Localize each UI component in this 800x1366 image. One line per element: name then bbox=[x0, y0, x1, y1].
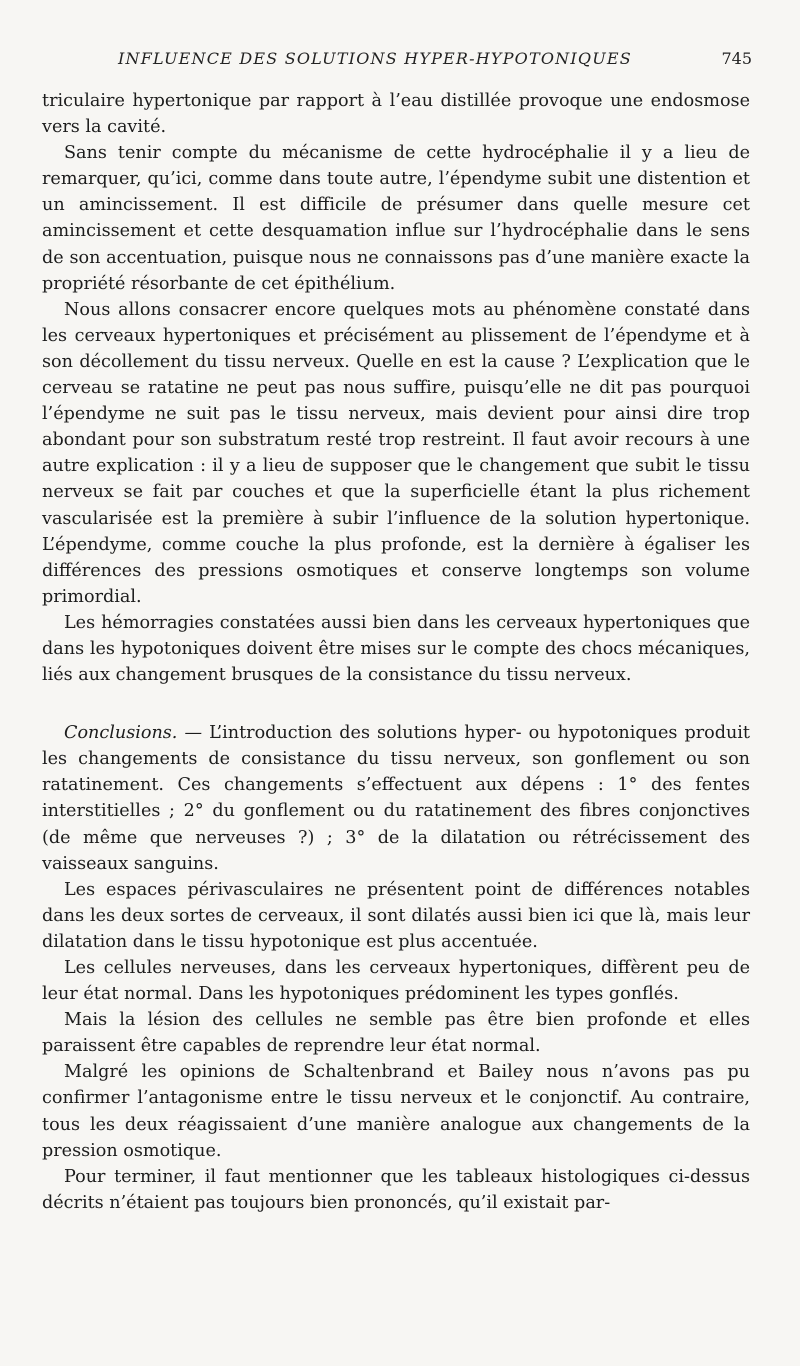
paragraph-conclusions bbox=[42, 720, 750, 877]
paragraph-antagonisme: Malgré les opinions de Schaltenbrand et Bailey nous n’avons pas pu confirmer l’antagonisme entre le tissu nerveux et le conjonctif. Au contraire, tous les deux réagissaient d’une manière analogue aux changements de la pression osmotique. bbox=[42, 1062, 750, 1161]
running-title: INFLUENCE DES SOLUTIONS HYPER-HYPOTONIQUES bbox=[118, 49, 632, 68]
paragraph-continuation: triculaire hypertonique par rapport à l’eau distillée provoque une endosmose vers la cavité. bbox=[42, 91, 750, 138]
running-head bbox=[42, 49, 752, 73]
paragraph-terminer: Pour terminer, il faut mentionner que les tableaux histologiques ci-dessus décrits n’étaient pas toujours bien prononcés, qu’il existait par- bbox=[42, 1166, 750, 1213]
paragraph-hydrocephalie: Sans tenir compte du mécanisme de cette hydrocéphalie il y a lieu de remarquer, qu’ici, comme dans toute autre, l’épendyme subit une distention et un amincissement. Il est difficile de présumer dans quelle mesure cet amincissement et cette desquamation influe sur l’hydrocéphalie dans le sens de son accentuation, puisque nous ne connaissons pas d’une manière exacte la propriété résorbante de cet épithélium. bbox=[42, 143, 750, 294]
paragraph-hemorragies: Les hémorragies constatées aussi bien dans les cerveaux hypertoniques que dans les hypotoniques doivent être mises sur le compte des chocs mécaniques, liés aux changement brusques de la consistance du tissu nerveux. bbox=[42, 612, 750, 686]
page-number: 745 bbox=[721, 49, 752, 68]
conclusions-lead-text: L’introduction des solutions hyper- ou hypotoniques produit les changements de consistance du tissu nerveux, son gonflement ou son ratatinement. Ces changements s’effectuent aux dépens : 1° des fentes interstitielles ; 2° du gonflement ou du ratatinement des fibres conjonctives (de même que nerveuses ?) ; 3° de la dilatation ou rétrécissement des vaisseaux sanguins. bbox=[42, 723, 750, 874]
body-text bbox=[42, 88, 750, 1216]
conclusions-label: Conclusions. — bbox=[64, 723, 203, 744]
paragraph-espaces-perivasculaires: Les espaces périvasculaires ne présentent point de différences notables dans les deux sortes de cerveaux, il sont dilatés aussi bien ici que là, mais leur dilatation dans le tissu hypotonique est plus accentuée. bbox=[42, 879, 750, 952]
paragraph-ependyme: Nous allons consacrer encore quelques mots au phénomène constaté dans les cerveaux hypertoniques et précisément au plissement de l’épendyme et à son décollement du tissu nerveux. Quelle en est la cause ? L’explication que le cerveau se ratatine ne peut pas nous suffire, puisqu’elle ne dit pas pourquoi l’épendyme ne suit pas le tissu nerveux, mais devient pour ainsi dire trop abondant pour son substratum resté trop restreint. Il faut avoir recours à une autre explication : il y a lieu de supposer que le changement que subit le tissu nerveux se fait par couches et que la superficielle étant la plus richement vascularisée est la première à subir l’influence de la solution hypertonique. L’épendyme, comme couche la plus profonde, est la dernière à égaliser les différences des pressions osmotiques et conserve longtemps son volume primordial. bbox=[42, 299, 750, 607]
section-gap bbox=[42, 688, 750, 720]
paragraph-cellules-nerveuses: Les cellules nerveuses, dans les cerveaux hypertoniques, diffèrent peu de leur état normal. Dans les hypotoniques prédominent les types gonflés. bbox=[42, 958, 750, 1005]
paragraph-lesion-cellules: Mais la lésion des cellules ne semble pas être bien profonde et elles paraissent être capables de reprendre leur état normal. bbox=[42, 1010, 750, 1057]
